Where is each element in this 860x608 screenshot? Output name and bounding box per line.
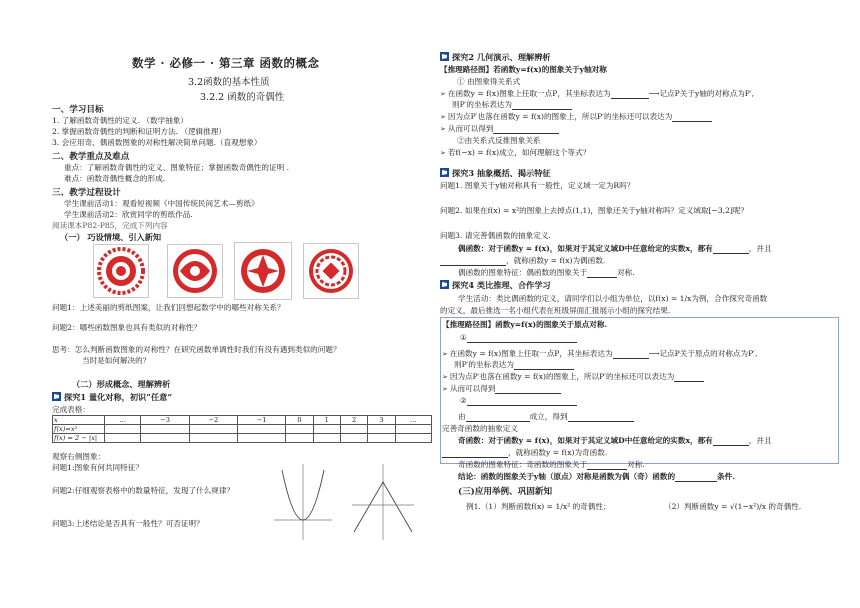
reason-text: 记点P关于y轴的对称点为P′, xyxy=(659,89,755,98)
explore-1-label: 探究1 量化对称，初识“任意” xyxy=(64,392,173,402)
focus-heading: 二、教学重点及难点 xyxy=(52,152,130,162)
blank-field[interactable] xyxy=(466,414,530,422)
explore-4-heading xyxy=(440,280,551,290)
reasoning-path-2: 【推理路径图】函数y=f(x)的图象关于原点对称. xyxy=(442,320,608,329)
even-definition xyxy=(458,244,772,254)
table-cell: f(x) = 2 − |x| xyxy=(53,434,105,443)
blank-field[interactable] xyxy=(675,474,717,482)
part-two-heading: （二）形成概念、理解辨析 xyxy=(72,379,171,389)
papercut-image-4-art xyxy=(306,246,356,296)
blank-field[interactable] xyxy=(587,462,627,470)
reasoning-path-1: 【推理路径图】若函数y=f(x)的图象关于y轴对称 xyxy=(440,65,607,74)
arrow-bullet-icon: ➢ xyxy=(442,350,448,358)
table-cell: 2 xyxy=(340,416,367,425)
even-graph-feature xyxy=(458,268,635,278)
observe-question-1: 问题1:图象有何共同特征？ xyxy=(52,463,143,472)
arrow-bullet-icon: ➢ xyxy=(442,385,448,393)
explore-2-heading xyxy=(440,52,551,62)
table-cell[interactable] xyxy=(340,425,367,434)
flag-icon xyxy=(440,280,449,289)
reason-text: 若f(−x) = f(x)成立，如何理解这个等式？ xyxy=(447,148,591,157)
even-graph-text: 对称. xyxy=(617,268,635,277)
focus-item: 难点：函数奇偶性概念的形成. xyxy=(64,174,166,183)
section-title: 3.2函数的基本性质 xyxy=(188,77,270,88)
table-cell: −1 xyxy=(237,416,285,425)
goals-heading: 一、学习目标 xyxy=(52,105,104,115)
conclusion xyxy=(458,472,735,482)
table-cell[interactable] xyxy=(237,425,285,434)
process-item: 学生课前活动2：欣赏同学的剪纸作品. xyxy=(64,210,193,219)
blank-field[interactable] xyxy=(442,450,508,458)
arrow-bullet-icon: ➢ xyxy=(440,90,446,98)
blank-field[interactable] xyxy=(514,362,574,370)
reason-line xyxy=(440,89,754,99)
table-cell[interactable] xyxy=(395,425,431,434)
arrow-bullet-icon: ➢ xyxy=(442,373,448,381)
table-cell[interactable] xyxy=(286,434,313,443)
explore-3-heading xyxy=(440,168,551,178)
observe-question-3: 问题3:上述结论是否具有一般性？可否证明？ xyxy=(52,519,204,528)
even-def-text: 偶函数：对于函数y = f(x)，如果对于其定义域D中任意给定的实数x，都有 xyxy=(458,244,713,253)
reason-text: 从而可以得到 xyxy=(447,124,494,133)
reason-text: 在函数y = f(x)图象上任取一点P，其坐标表达为 xyxy=(449,349,613,358)
arrow-icon: ⟶ xyxy=(648,89,660,98)
odd-step-1 xyxy=(460,333,577,343)
goal-item: 3. 会应用奇、偶函数图象的对称性解决简单问题.（直观想象） xyxy=(52,138,262,147)
process-item: 阅读课本P82-P85，完成下列内容 xyxy=(52,221,168,230)
part-one-heading: （一） 巧设情境、引入新知 xyxy=(60,232,162,242)
odd-reason-line xyxy=(442,384,561,394)
odd-reason-line xyxy=(442,372,704,382)
reason-line xyxy=(440,112,712,122)
reason-line xyxy=(440,124,559,134)
table-cell[interactable] xyxy=(105,434,141,443)
odd-def-text: ，并且 xyxy=(748,436,772,445)
abstract-question-2: 问题2. 如果在f(x) = x²的图象上去掉点(1,1)，图象还关于y轴对称吗？定义域取[−3,2]呢？ xyxy=(440,206,749,215)
step-number: ① xyxy=(460,333,467,342)
odd-graph-text: 对称. xyxy=(627,460,645,469)
blank-field[interactable] xyxy=(467,335,577,343)
observe-label: 观察右侧图象： xyxy=(52,452,106,461)
blank-field[interactable] xyxy=(672,114,712,122)
odd-definition-cont xyxy=(442,448,607,458)
question-1: 问题1：上述美丽的剪纸图案，让我们回想起数学中的哪些对称关系？ xyxy=(52,303,285,312)
think-question: 思考：怎么判断函数图象的对称性？在研究函数单调性时我们有没有遇到类似的问题？ xyxy=(52,345,341,354)
table-row xyxy=(53,425,432,434)
step-number: ② xyxy=(460,396,467,405)
odd-reason-line xyxy=(454,360,574,370)
reason-line xyxy=(440,148,590,158)
part-three-heading: (三)应用举例、巩固新知 xyxy=(458,487,553,497)
table-cell: 3 xyxy=(368,416,395,425)
papercut-image-1-art xyxy=(96,246,146,296)
example-1: 例1.（1）判断函数f(x) = 1/x² 的奇偶性； xyxy=(466,502,611,511)
papercut-image-3-art xyxy=(238,246,288,296)
blank-field[interactable] xyxy=(512,102,572,110)
activity-text: 学生活动：类比偶函数的定义，请同学们以小组为单位，以f(x) = 1/x为例，合作探究奇函数 xyxy=(458,294,768,303)
even-def-text: ，就称函数y = f(x)为偶函数. xyxy=(506,256,606,265)
goal-item: 2. 掌握函数奇偶性的判断和证明方法. （逻辑推理） xyxy=(52,127,226,136)
blank-field[interactable] xyxy=(495,386,561,394)
observe-question-2: 问题2:仔细观察表格中的数量特征，发现了什么规律？ xyxy=(52,486,235,495)
blank-field[interactable] xyxy=(674,374,704,382)
abstract-question-3: 问题3. 请完善偶函数的抽象定义. xyxy=(440,231,551,240)
page-title: 数学 · 必修一 · 第三章 函数的概念 xyxy=(132,56,320,70)
table-cell[interactable] xyxy=(189,434,237,443)
table-cell[interactable] xyxy=(189,425,237,434)
table-cell: −2 xyxy=(189,416,237,425)
flag-icon xyxy=(440,52,449,61)
papercut-image-2-art xyxy=(170,246,220,296)
odd-definition xyxy=(458,436,772,446)
conclusion-text: 结论：函数的图象关于y轴（原点）对称是函数为偶（奇）函数的 xyxy=(458,472,676,481)
reason-text: 记点P关于原点的对称点为P′, xyxy=(659,349,758,358)
step-circle-1: ① 由图象得关系式 xyxy=(457,77,521,86)
odd-reason-line xyxy=(442,349,757,359)
focus-item: 重点：了解函数奇偶性的定义、图象特征；掌握函数奇偶性的证明 . xyxy=(64,163,290,172)
blank-field[interactable] xyxy=(440,258,506,266)
table-cell[interactable] xyxy=(105,425,141,434)
abstract-question-1: 问题1. 图象关于y轴对称具有一般性，定义域一定为R吗？ xyxy=(440,181,635,190)
abs-graph xyxy=(348,460,418,542)
explore-1-heading xyxy=(52,392,172,402)
odd-step-2 xyxy=(460,396,577,406)
blank-field[interactable] xyxy=(493,126,559,134)
table-cell: −3 xyxy=(141,416,189,425)
arrow-bullet-icon: ➢ xyxy=(440,113,446,121)
reason-text: 由 xyxy=(458,412,466,421)
reason-line xyxy=(452,100,572,110)
reason-text: 在函数y = f(x)图象上任取一点P，其坐标表达为 xyxy=(447,89,611,98)
table-cell[interactable] xyxy=(368,434,395,443)
reason-text: 从而可以得到 xyxy=(449,384,496,393)
process-item: 学生课前活动1：观看短视频《中国传统民间艺术—剪纸》 xyxy=(64,199,259,208)
explore-2-label: 探究2 几何演示、理解辨析 xyxy=(452,52,551,62)
reason-text: 成立，得到 xyxy=(529,412,568,421)
activity-text-cont: 的定义，最后推选一名小组代表在班级屏面汇报展示小组的探究结果. xyxy=(440,306,671,315)
table-cell[interactable] xyxy=(313,425,340,434)
table-instruction: 完成表格： xyxy=(52,405,90,414)
table-header-row xyxy=(53,416,432,425)
odd-def-text: 奇函数：对于函数y = f(x)，如果对于其定义域D中任意给定的实数x，都有 xyxy=(458,436,713,445)
arrow-bullet-icon: ➢ xyxy=(440,149,446,157)
step-circle-2: ②由关系式反推图象关系 xyxy=(457,136,541,145)
flag-icon xyxy=(440,168,449,177)
blank-field[interactable] xyxy=(467,398,577,406)
explore-4-label: 探究4 类比推理、合作学习 xyxy=(452,280,551,290)
even-def-text: ，并且 xyxy=(748,244,772,253)
blank-field[interactable] xyxy=(713,246,749,254)
think-question-cont: 当时是如何解决的？ xyxy=(82,356,151,365)
table-cell[interactable] xyxy=(141,434,189,443)
goal-item: 1. 了解函数奇偶性的定义. （数学抽象） xyxy=(52,116,188,125)
blank-field[interactable] xyxy=(587,270,617,278)
blank-field[interactable] xyxy=(613,351,649,359)
table-cell: x xyxy=(53,416,105,425)
blank-field[interactable] xyxy=(713,438,749,446)
table-cell[interactable] xyxy=(286,425,313,434)
subsection-title: 3.2.2 函数的奇偶性 xyxy=(200,92,285,103)
reason-text: 则P′的坐标表达为 xyxy=(452,100,512,109)
table-cell[interactable] xyxy=(368,425,395,434)
reason-text: 因为点P′也落在函数y = f(x)的图象上，所以P′的坐标还可以表达为 xyxy=(447,112,673,121)
odd-graph-feature xyxy=(458,460,645,470)
odd-def-text: ，就称函数y = f(x)为奇函数. xyxy=(508,448,608,457)
even-graph-text: 偶函数的图象特征：偶函数的图象关于 xyxy=(458,268,588,277)
reason-text: 则P′的坐标表达为 xyxy=(454,360,514,369)
table-cell: 0 xyxy=(286,416,313,425)
odd-derive-line xyxy=(458,412,634,422)
table-cell: … xyxy=(105,416,141,425)
table-cell: … xyxy=(395,416,431,425)
table-row xyxy=(53,434,432,443)
even-definition-cont xyxy=(440,256,605,266)
arrow-icon: ⟶ xyxy=(648,349,660,358)
odd-graph-text: 奇函数的图象特征：奇函数的图象关于 xyxy=(458,460,588,469)
arrow-bullet-icon: ➢ xyxy=(440,125,446,133)
explore-3-label: 探究3 抽象概括、揭示特征 xyxy=(452,168,551,178)
table-cell[interactable] xyxy=(313,434,340,443)
table-cell: f(x)=x² xyxy=(53,425,105,434)
reason-text: 因为点P′也落在函数y = f(x)的图象上，所以P′的坐标还可以表达为 xyxy=(449,372,675,381)
value-table xyxy=(52,415,432,443)
process-heading: 三、教学过程设计 xyxy=(52,188,121,198)
table-cell: 1 xyxy=(313,416,340,425)
flag-icon xyxy=(52,392,61,401)
table-cell[interactable] xyxy=(340,434,367,443)
blank-field[interactable] xyxy=(611,91,649,99)
table-cell[interactable] xyxy=(141,425,189,434)
table-cell[interactable] xyxy=(237,434,285,443)
blank-field[interactable] xyxy=(568,414,634,422)
conclusion-text: 条件. xyxy=(717,472,735,481)
odd-complete-label: 完善奇函数的抽象定义 xyxy=(442,424,518,433)
question-2: 问题2：哪些函数图象也具有类似的对称性？ xyxy=(52,323,202,332)
parabola-graph xyxy=(270,460,336,542)
table-cell[interactable] xyxy=(395,434,431,443)
example-2: （2）判断函数y = √(1−x²)/x 的奇偶性. xyxy=(664,502,802,511)
